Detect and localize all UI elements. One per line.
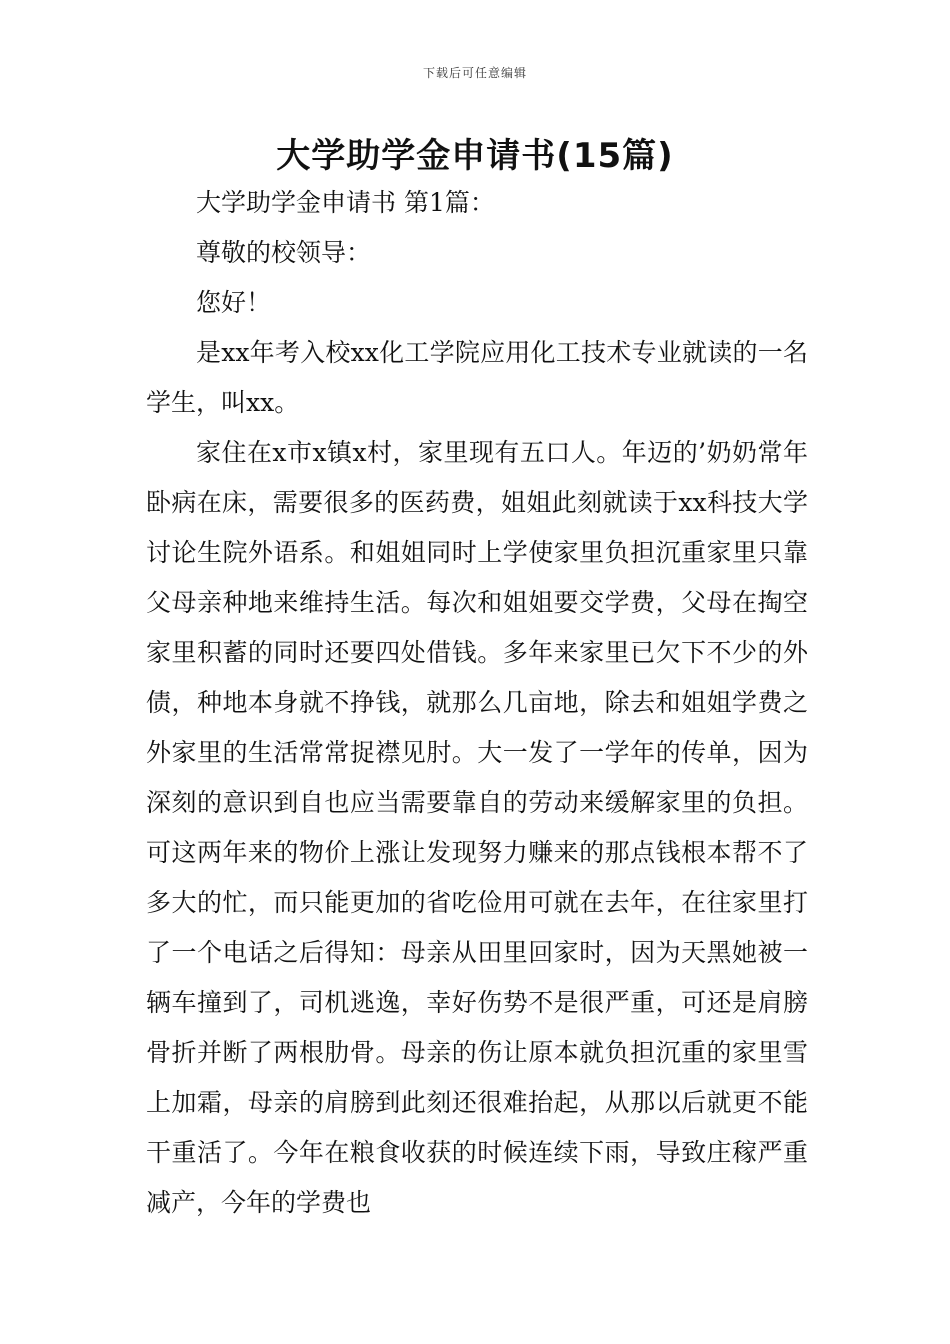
header-note: 下载后可任意编辑 — [422, 66, 527, 80]
body-paragraph: 家住在x市x镇x村，家里现有五口人。年迈的’奶奶常年卧病在床，需要很多的医药费，姐姐此刻就读于xx科技大学讨论生院外语系。和姐姐同时上学使家里负担沉重家里只靠父母亲种地来维持生活。每次和姐姐要交学费，父母在掏空家里积蓄的同时还要四处借钱。多年来家里已欠下不少的外债，种地本身就不挣钱，就那么几亩地，除去和姐姐学费之外家里的生活常常捉襟见肘。大一发了一学年的传单，因为深刻的意识到自也应当需要靠自的劳动来缓解家里的负担。可这两年来的物价上涨让发现努力赚来的那点钱根本帮不了多大的忙，而只能更加的省吃俭用可就在去年，在往家里打了一个电话之后得知：母亲从田里回家时，因为天黑她被一辆车撞到了，司机逃逸，幸好伤势不是很严重，可还是肩膀骨折并断了两根肋骨。母亲的伤让原本就负担沉重的家里雪上加霜，母亲的肩膀到此刻还很难抬起，从那以后就更不能干重活了。今年在粮食收获的时候连续下雨，导致庄稼严重减产，今年的学费也 — [146, 438, 808, 1217]
greeting: 您好！ — [196, 288, 272, 317]
section-heading: 大学助学金申请书 第1篇： — [196, 188, 495, 217]
salutation: 尊敬的校领导： — [196, 238, 372, 267]
document-title: 大学助学金申请书(15篇) — [276, 136, 674, 176]
body-paragraph: 是xx年考入校xx化工学院应用化工技术专业就读的一名学生，叫xx。 — [146, 338, 808, 417]
document-body — [146, 178, 808, 1228]
